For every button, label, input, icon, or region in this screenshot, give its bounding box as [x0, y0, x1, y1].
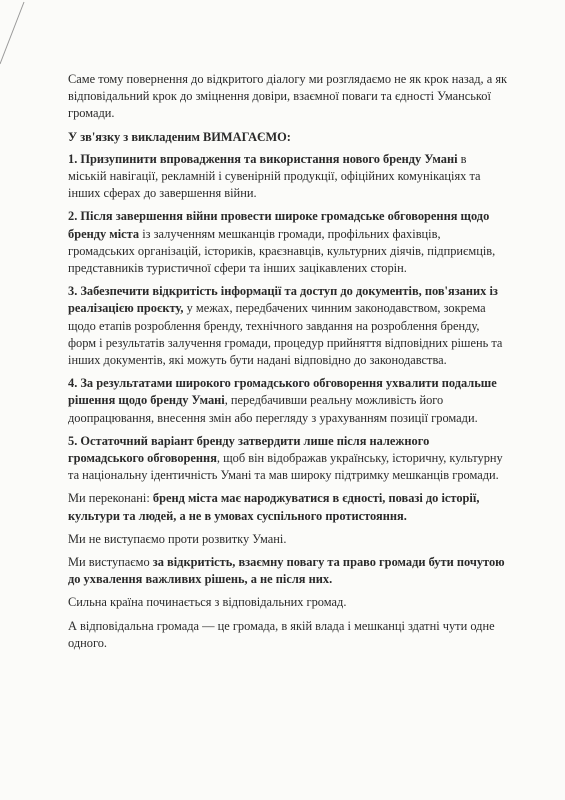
support-statement: за відкритість, взаємну повагу та право громади бути почутою до ухвалення важливих рішень, а не після них. [68, 555, 505, 587]
demand-item-1 [68, 151, 508, 203]
scan-corner-mark [0, 0, 30, 70]
demand-item-5-text: , щоб він відображав українську, історичну, культурну та національну ідентичність Умані та мав широку підтримку мешканців громади. [68, 451, 503, 483]
strong-country-paragraph: Сильна країна починається з відповідальних громад. [68, 595, 347, 610]
not-against-paragraph: Ми не виступаємо проти розвитку Умані. [68, 531, 287, 546]
demand-item-2-title: 2. Після завершення війни провести широке громадське обговорення щодо бренду міста [68, 209, 490, 241]
document-body [68, 71, 508, 658]
responsible-community-paragraph: А відповідальна громада — це громада, в якій влада і мешканці здатні чути одне одного. [68, 618, 495, 650]
demand-item-2-text: із залученням мешканців громади, профільних фахівців, громадських організацій, істориків, краєзнавців, культурних діячів, підприємців, представників туристичної сфери та інших зацікавлених сторін. [68, 226, 496, 276]
demand-item-3-title: 3. Забезпечити відкритість інформації та доступ до документів, пов'язаних із реалізацією проєкту, [68, 284, 498, 316]
intro-paragraph: Саме тому повернення до відкритого діалогу ми розглядаємо не як крок назад, а як відповідальний крок до зміцнення довіри, взаємної поваги та єдності Уманської громади. [68, 72, 508, 121]
support-prefix: Ми виступаємо [68, 555, 153, 570]
conviction-paragraph [68, 490, 508, 524]
demand-item-3 [68, 283, 508, 369]
demand-item-5 [68, 433, 508, 485]
demand-item-1-text: в міській навігації, рекламній і сувенірній продукції, офіційних комунікаціях та інших сферах до завершення війни. [68, 151, 481, 201]
demand-item-4 [68, 375, 508, 427]
demand-item-5-title: 5. Остаточний варіант бренду затвердити лише після належного громадського обговорення [68, 433, 430, 466]
conviction-statement: бренд міста має народжуватися в єдності, повазі до історії, культури та людей, а не в умовах суспільного протистояння. [68, 491, 480, 523]
support-paragraph [68, 554, 508, 588]
demand-heading: У зв'язку з викладеним ВИМАГАЄМО: [68, 129, 291, 144]
conviction-prefix: Ми переконані: [68, 491, 153, 506]
demand-item-4-text: , передбачивши реальну можливість його доопрацювання, внесення змін або перегляду з урахуванням позиції громади. [68, 393, 478, 425]
demand-item-3-text: у межах, передбачених чинним законодавством, зокрема щодо етапів розроблення бренду, технічного завдання на розроблення бренду, форм і результатів залучення громади, процедур прийняття відповідних рішень та інших документів, які можуть бути надані відповідно до законодавства. [68, 301, 503, 368]
demand-item-4-title: 4. За результатами широкого громадського обговорення ухвалити подальше рішення щодо бренду Умані [68, 376, 497, 408]
demand-item-1-title: 1. Призупинити впровадження та використання нового бренду Умані [68, 151, 458, 166]
demand-item-2 [68, 208, 508, 277]
